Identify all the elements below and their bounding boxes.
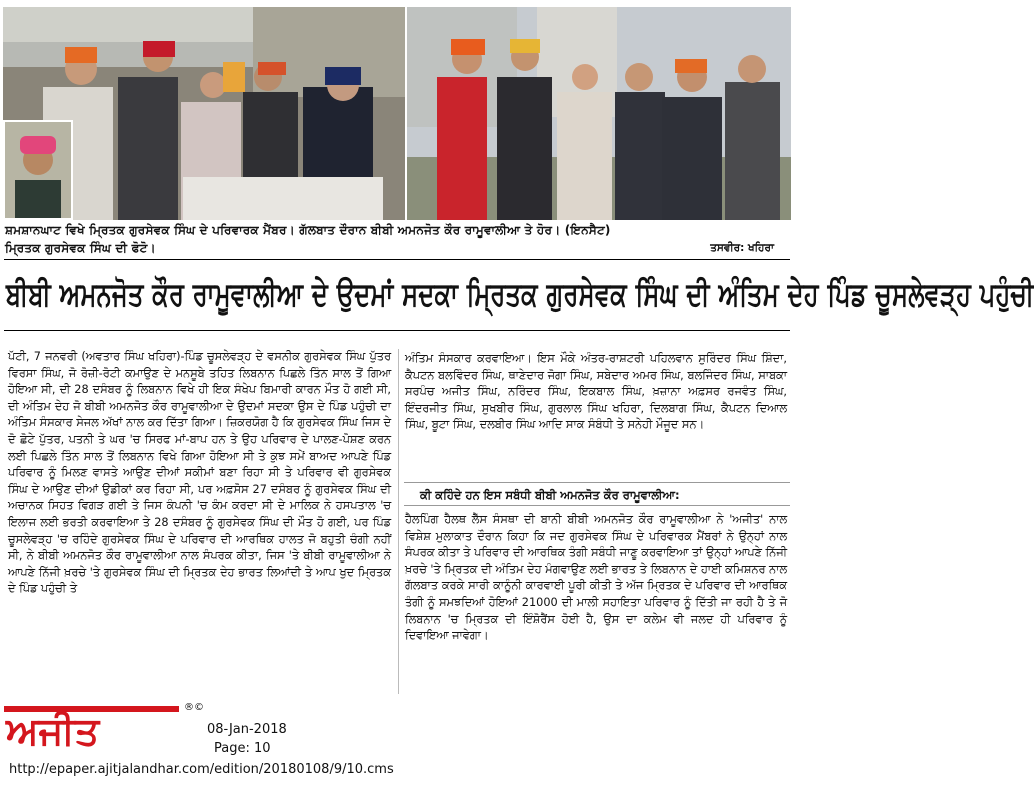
- article-paragraph: ਹੈਲਪਿੰਗ ਹੈਲਥ ਲੈੱਸ ਸੰਸਥਾ ਦੀ ਬਾਨੀ ਬੀਬੀ ਅਮਨਜੋਤ ਕੌਰ ਰਾਮੂਵਾਲੀਆ ਨੇ 'ਅਜੀਤ' ਨਾਲ ਵਿਸ਼ੇਸ਼ ਮੁਲਾਕਾਤ ਦੌਰਾਨ ਕਿਹਾ ਕਿ ਜਦ ਗੁਰਸੇਵਕ ਸਿੰਘ ਦੇ ਪਰਿਵਾਰਕ ਮੈਂਬਰਾਂ ਨੇ ਉਨ੍ਹਾਂ ਨਾਲ ਸੰਪਰਕ ਕੀਤਾ ਤੇ ਪਰਿਵਾਰ ਦੀ ਆਰਥਿਕ ਤੰਗੀ ਸਬੰਧੀ ਜਾਣੂ ਕਰਵਾਇਆ ਤਾਂ ਉਨ੍ਹਾਂ ਆਪਣੇ ਨਿੱਜੀ ਖ਼ਰਚੇ 'ਤੇ ਮ੍ਰਿਤਕ ਦੀ ਅੰਤਿਮ ਦੇਹ ਮੰਗਵਾਉਣ ਲਈ ਭਾਰਤ ਤੇ ਲਿਬਨਾਨ ਦੇ ਹਾਈ ਕਮਿਸ਼ਨਰ ਨਾਲ ਗੱਲਬਾਤ ਕਰਕੇ ਸਾਰੀ ਕਾਨੂੰਨੀ ਕਾਰਵਾਈ ਪੂਰੀ ਕੀਤੀ ਤੇ ਅੱਜ ਮ੍ਰਿਤਕ ਦੇ ਪਰਿਵਾਰ ਦੀ ਆਰਥਿਕ ਤੰਗੀ ਨੂੰ ਸਮਝਦਿਆਂ ਹੋਇਆਂ 21000 ਦੀ ਮਾਲੀ ਸਹਾਇਤਾ ਪਰਿਵਾਰ ਨੂੰ ਦਿੱਤੀ ਜਾ ਰਹੀ ਹੈ ਤੇ ਜੋ ਲਿਬਨਾਨ 'ਚ ਮ੍ਰਿਤਕ ਦੀ ਇੰਸ਼ੋਰੈਂਸ ਹੋਈ ਹੈ, ਉਸ ਦਾ ਕਲੇਮ ਵੀ ਜਲਦ ਹੀ ਪਰਿਵਾਰ ਨੂੰ ਦਿਵਾਇਆ ਜਾਵੇਗਾ।: [405, 513, 787, 643]
- article-column-left: [8, 349, 391, 694]
- article-paragraph: ਪੱਟੀ, 7 ਜਨਵਰੀ (ਅਵਤਾਰ ਸਿੰਘ ਖਹਿਰਾ)-ਪਿੰਡ ਚੂਸਲੇਵੜ੍ਹ ਦੇ ਵਸਨੀਕ ਗੁਰਸੇਵਕ ਸਿੰਘ ਪੁੱਤਰ ਵਿਰਸਾ ਸਿੰਘ, ਜੋ ਰੋਜ਼ੀ-ਰੋਟੀ ਕਮਾਉਣ ਦੇ ਮਨਸੂਬੇ ਤਹਿਤ ਲਿਬਨਾਨ ਪਿਛਲੇ ਤਿੰਨ ਸਾਲ ਤੋਂ ਗਿਆ ਹੋਇਆ ਸੀ, ਦੀ 28 ਦਸੰਬਰ ਨੂੰ ਲਿਬਨਾਨ ਵਿਖੇ ਹੀ ਇਕ ਸੰਖੇਪ ਬਿਮਾਰੀ ਕਾਰਨ ਮੌਤ ਹੋ ਗਈ ਸੀ, ਦੀ ਅੰਤਿਮ ਦੇਹ ਜੋ ਬੀਬੀ ਅਮਨਜੋਤ ਕੌਰ ਰਾਮੂਵਾਲੀਆ ਦੇ ਉਦਮਾਂ ਸਦਕਾ ਉਸ ਦੇ ਪਿੰਡ ਪਹੁੰਚੀ ਦਾ ਅੰਤਿਮ ਸੰਸਕਾਰ ਸੇਜਲ ਅੱਖਾਂ ਨਾਲ ਕਰ ਦਿੱਤਾ ਗਿਆ। ਜ਼ਿਕਰਯੋਗ ਹੈ ਕਿ ਗੁਰਸੇਵਕ ਸਿੰਘ ਜਿਸ ਦੇ ਦੋ ਛੋਟੇ ਪੁੱਤਰ, ਪਤਨੀ ਤੇ ਘਰ 'ਚ ਸਿਰਫ ਮਾਂ-ਬਾਪ ਹਨ ਤੇ ਉਹ ਪਰਿਵਾਰ ਦੇ ਪਾਲਣ-ਪੋਸ਼ਣ ਕਰਨ ਲਈ ਪਿਛਲੇ ਤਿੰਨ ਸਾਲ ਤੋਂ ਲਿਬਨਾਨ ਵਿਖੇ ਗਿਆ ਹੋਇਆ ਸੀ ਤੇ ਕੁਝ ਸਮੇਂ ਬਾਅਦ ਆਪਣੇ ਪਿੰਡ ਪਰਿਵਾਰ ਨੂੰ ਮਿਲਣ ਵਾਸਤੇ ਆਉਣ ਦੀਆਂ ਸਕੀਮਾਂ ਬਣਾ ਰਿਹਾ ਸੀ ਤੇ ਪਰਿਵਾਰ ਵੀ ਗੁਰਸੇਵਕ ਸਿੰਘ ਦੇ ਆਉਣ ਦੀਆਂ ਉਡੀਕਾਂ ਕਰ ਰਿਹਾ ਸੀ, ਪਰ ਅਫ਼ਸੋਸ 27 ਦਸੰਬਰ ਨੂੰ ਗੁਰਸੇਵਕ ਸਿੰਘ ਦੀ ਅਚਾਨਕ ਸਿਹਤ ਵਿਗੜ ਗਈ ਤੇ ਜਿਸ ਕੰਪਨੀ 'ਚ ਕੰਮ ਕਰਦਾ ਸੀ ਦੇ ਮਾਲਿਕ ਨੇ ਹਸਪਤਾਲ 'ਚ ਇਲਾਜ ਲਈ ਭਰਤੀ ਕਰਵਾਇਆ ਤੇ 28 ਦਸੰਬਰ ਨੂੰ ਗੁਰਸੇਵਕ ਸਿੰਘ ਦੀ ਮੌਤ ਹੋ ਗਈ, ਪਰ ਪਿੰਡ ਚੂਸਲੇਵੜ੍ਹ 'ਚ ਰਹਿੰਦੇ ਗੁਰਸੇਵਕ ਸਿੰਘ ਦੇ ਪਰਿਵਾਰ ਦੀ ਆਰਥਿਕ ਹਾਲਤ ਜੋ ਬਹੁਤੀ ਚੰਗੀ ਨਹੀਂ ਸੀ, ਨੇ ਬੀਬੀ ਅਮਨਜੋਤ ਕੌਰ ਰਾਮੂਵਾਲੀਆ ਨਾਲ ਸੰਪਰਕ ਕੀਤਾ, ਜਿਸ 'ਤੇ ਬੀਬੀ ਰਾਮੂਵਾਲੀਆ ਨੇ ਆਪਣੇ ਨਿੱਜੀ ਖ਼ਰਚੇ 'ਤੇ ਗੁਰਸੇਵਕ ਸਿੰਘ ਦੀ ਮ੍ਰਿਤਕ ਦੇਹ ਭਾਰਤ ਲਿਆਂਦੀ ਤੇ ਆਪ ਖੁਦ ਮ੍ਰਿਤਕ ਦੇ ਪਿੰਡ ਪਹੁੰਚੀ ਤੇ: [8, 350, 391, 596]
- photo-inset-deceased: [3, 120, 73, 220]
- article-paragraph: ਅੰਤਿਮ ਸੰਸਕਾਰ ਕਰਵਾਇਆ। ਇਸ ਮੌਕੇ ਅੰਤਰ-ਰਾਸ਼ਟਰੀ ਪਹਿਲਵਾਨ ਸੁਰਿੰਦਰ ਸਿੰਘ ਸ਼ਿੰਦਾ, ਕੈਪਟਨ ਬਲਵਿੰਦਰ ਸਿੰਘ, ਥਾਣੇਦਾਰ ਜੋਗਾ ਸਿੰਘ, ਸਬੇਦਾਰ ਅਮਰ ਸਿੰਘ, ਬਲਜਿੰਦਰ ਸਿੰਘ, ਸਾਬਕਾ ਸਰਪੰਚ ਅਜੀਤ ਸਿੰਘ, ਨਰਿੰਦਰ ਸਿੰਘ, ਇਕਬਾਲ ਸਿੰਘ, ਖ਼ਜ਼ਾਨਾ ਅਫ਼ਸਰ ਰਜਵੰਤ ਸਿੰਘ, ਇੰਦਰਜੀਤ ਸਿੰਘ, ਸੁਖਬੀਰ ਸਿੰਘ, ਗੁਰਲਾਲ ਸਿੰਘ ਖਹਿਰਾ, ਦਿਲਬਾਗ ਸਿੰਘ, ਕੈਪਟਨ ਦਿਆਲ ਸਿੰਘ, ਬੂਟਾ ਸਿੰਘ, ਦਲਬੀਰ ਸਿੰਘ ਆਦਿ ਸਾਕ ਸੰਬੰਧੀ ਤੇ ਸਨੇਹੀ ਮੌਜੂਦ ਸਨ।: [405, 352, 787, 432]
- headline: ਬੀਬੀ ਅਮਨਜੋਤ ਕੌਰ ਰਾਮੂਵਾਲੀਆ ਦੇ ਉਦਮਾਂ ਸਦਕਾ ਮ੍ਰਿਤਕ ਗੁਰਸੇਵਕ ਸਿੰਘ ਦੀ ਅੰਤਿਮ ਦੇਹ ਪਿੰਡ ਚੂਸਲੇਵੜ੍ਹ ਪਹੁੰਚੀ: [6, 275, 1034, 313]
- logo-text: ਅਜੀਤ: [6, 709, 100, 753]
- ajit-logo: [4, 702, 179, 753]
- registered-mark: ®©: [184, 702, 204, 713]
- divider-subhead-top: [404, 482, 790, 483]
- source-url[interactable]: http://epaper.ajitjalandhar.com/edition/20180108/9/10.cms: [9, 762, 394, 777]
- divider-headline: [4, 330, 790, 331]
- article-column-right-continued: [405, 512, 787, 687]
- photo-caption-line-2: ਮ੍ਰਿਤਕ ਗੁਰਸੇਵਕ ਸਿੰਘ ਦੀ ਫੋਟੋ।: [5, 241, 156, 255]
- page-number: Page: 10: [214, 741, 271, 756]
- column-divider: [398, 349, 399, 694]
- photo-credit: ਤਸਵੀਰ: ਖਹਿਰਾ: [710, 242, 774, 254]
- photo-caption-line-1: ਸ਼ਮਸ਼ਾਨਘਾਟ ਵਿਖੇ ਮ੍ਰਿਤਕ ਗੁਰਸੇਵਕ ਸਿੰਘ ਦੇ ਪਰਿਵਾਰਕ ਮੈਂਬਰ। ਗੱਲਬਾਤ ਦੌਰਾਨ ਬੀਬੀ ਅਮਨਜੋਤ ਕੌਰ ਰਾਮੂਵਾਲੀਆ ਤੇ ਹੋਰ। (ਇਨਸੈਟ): [5, 223, 611, 237]
- subheading: ਕੀ ਕਹਿੰਦੇ ਹਨ ਇਸ ਸਬੰਧੀ ਬੀਬੀ ਅਮਨਜੋਤ ਕੌਰ ਰਾਮੂਵਾਲੀਆ:: [420, 488, 680, 502]
- divider-subhead-bottom: [404, 505, 790, 506]
- photo-meeting: [407, 7, 791, 220]
- divider-top: [4, 259, 790, 260]
- edition-date: 08-Jan-2018: [207, 722, 287, 737]
